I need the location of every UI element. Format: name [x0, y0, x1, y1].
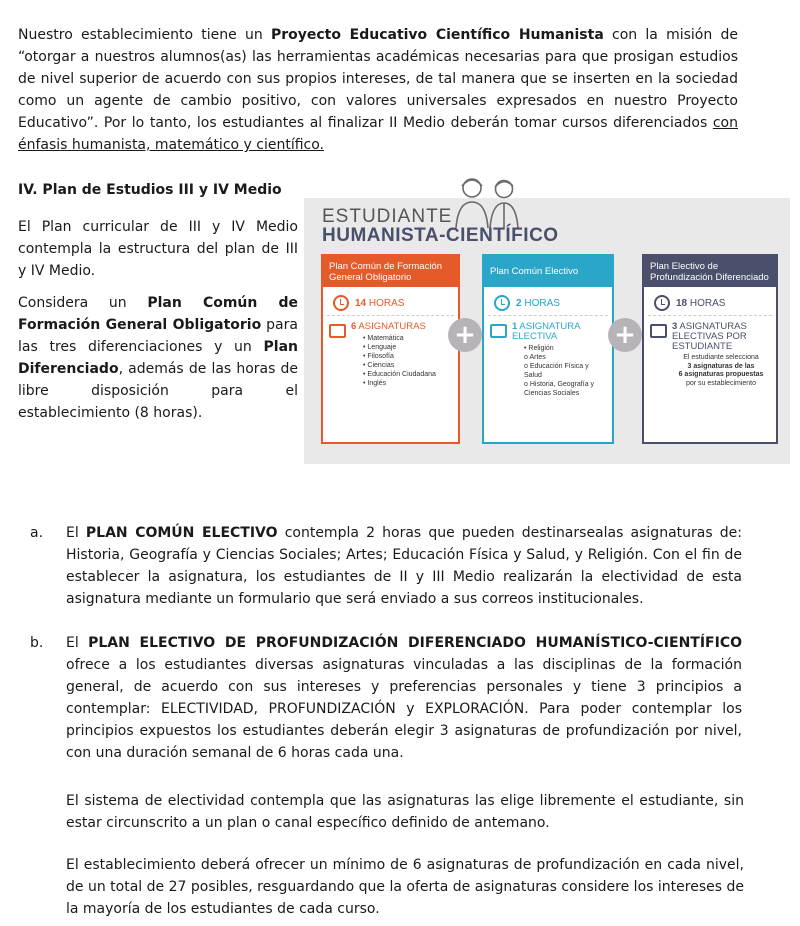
note-line: 6 asignaturas propuestas — [678, 371, 764, 378]
subjects-number: 1 — [512, 321, 518, 332]
subjects-list — [351, 334, 436, 388]
list-item: • Religión — [524, 344, 606, 353]
list-item: • Inglés — [363, 379, 436, 388]
list-item: • Educación Ciudadana — [363, 370, 436, 379]
subjects-number: 6 — [351, 321, 357, 332]
note-line: por su establecimiento — [685, 379, 757, 387]
list-item: • Lenguaje — [363, 343, 436, 352]
infographic-estudiante-hc — [304, 198, 790, 464]
subjects-block — [644, 316, 776, 388]
hours-label: HORAS — [689, 297, 726, 309]
folder-icon — [490, 324, 507, 338]
text: El — [66, 525, 86, 541]
text: contempla 2 horas que pueden destinarsealas asignaturas de: Historia, Geografía y Ciencias Sociales; Artes; Educación Física y Salud, y Religión. Con el fin de establecer la asignatura, los estudiantes de II y III Medio realizarán la electividad de esta asignatura mediante un formulario que será enviado a sus correos institucionales. — [66, 525, 743, 607]
hours-row — [648, 287, 772, 316]
info-title-estudiante: ESTUDIANTE — [322, 206, 453, 227]
list-item: • Ciencias — [363, 361, 436, 370]
folder-icon — [329, 324, 346, 338]
clock-icon — [494, 295, 510, 311]
bold-plan-comun: Plan Común de Formación General Obligatorio — [18, 295, 298, 333]
panel-plan-comun-electivo — [482, 254, 614, 444]
clock-icon — [333, 295, 349, 311]
list-item-a — [30, 522, 742, 610]
hours-row — [488, 287, 608, 316]
text: ofrece a los estudiantes diversas asignaturas vinculadas a las disciplinas de la formación general, de acuerdo con sus intereses y preferencias personales y tiene 3 principios a contemplar: ELECTIVIDAD, PROFUNDIZACIÓN y EXPLORACIÓN. Para poder contemplar los principios expuestos los estudiantes deberán elegir 3 asignaturas de profundización por nivel, con una duración semanal de 6 horas cada una. — [66, 657, 742, 761]
plus-icon: + — [448, 318, 482, 352]
hours-label: HORAS — [524, 297, 560, 309]
intro-bold-project: Proyecto Educativo Científico Humanista — [270, 27, 604, 43]
list-item-b — [30, 632, 742, 764]
info-title-humanista: HUMANISTA-CIENTÍFICO — [322, 225, 559, 246]
electividad-paragraph: El sistema de electividad contempla que las asignaturas las elige libremente el estudiante, sin estar circunscrito a un plan o canal específico definido de antemano. — [66, 793, 744, 831]
subjects-label: ASIGNATURAS — [358, 321, 426, 332]
panel-plan-comun-formacion — [321, 254, 460, 444]
intro-text-2: con la misión de “otorgar a nuestros alumnos(as) las herramientas académicas necesarias para que prosigan estudios de nivel superior de acuerdo con sus propios intereses, de tal manera que se inserten en la sociedad como un agente de cambio positivo, con valores universales expresados en nuestro Proyecto Educativo”. Por lo tanto, los estudiantes al finalizar II Medio deberán tomar cursos diferenciados — [18, 27, 738, 131]
text: , además de las horas de libre disposición para el establecimiento (8 horas). — [18, 361, 298, 421]
subjects-block — [484, 316, 612, 398]
bold-plan-comun-electivo: PLAN COMÚN ELECTIVO — [85, 525, 278, 541]
selection-note — [672, 354, 770, 388]
panel-header: Plan Electivo de Profundización Diferenciado — [644, 256, 776, 287]
hours-label: HORAS — [368, 297, 405, 309]
plus-icon: + — [608, 318, 642, 352]
plan-curricular-paragraph: El Plan curricular de III y IV Medio contempla la estructura del plan de III y IV Medio. — [18, 219, 298, 279]
intro-text-1: Nuestro establecimiento tiene un — [18, 27, 271, 43]
panel-header: Plan Común Electivo — [484, 256, 612, 287]
intro-paragraph — [18, 24, 738, 156]
list-item: • Filosofía — [363, 352, 436, 361]
hours-row — [327, 287, 454, 316]
list-item: o Historia, Geografía y Ciencias Sociales — [524, 381, 595, 397]
list-item: o Artes — [524, 354, 546, 361]
subjects-number: 3 — [672, 321, 678, 332]
list-item-body — [66, 522, 742, 610]
subjects-label: ASIGNATURAS ELECTIVAS POR ESTUDIANTE — [672, 321, 747, 352]
students-icon — [444, 172, 534, 232]
text: Considera un — [18, 295, 148, 311]
clock-icon — [654, 295, 670, 311]
list-item-body — [66, 632, 742, 764]
oferta-paragraph: El establecimiento deberá ofrecer un mínimo de 6 asignaturas de profundización en cada nivel, de un total de 27 posibles, resguardando que la oferta de asignaturas considere los intereses de la mayoría de los estudiantes de cada curso. — [66, 857, 744, 917]
section-heading: IV. Plan de Estudios III y IV Medio — [18, 182, 282, 198]
list-marker: b. — [30, 635, 44, 651]
panel-header: Plan Común de Formación General Obligatorio — [323, 256, 458, 287]
panel-plan-electivo-profundizacion — [642, 254, 778, 444]
text: para las tres diferenciaciones y un — [18, 317, 298, 355]
bold-plan-electivo: PLAN ELECTIVO DE PROFUNDIZACIÓN DIFERENCIADO HUMANÍSTICO-CIENTÍFICO — [88, 635, 742, 651]
hours-number: 14 — [355, 297, 367, 309]
list-item: • Matemática — [363, 334, 436, 343]
bold-plan-diferenciado: Plan Diferenciado — [18, 339, 298, 377]
subjects-block — [323, 316, 458, 388]
note-line: 3 asignaturas de las — [687, 362, 755, 370]
intro-underlined-emphasis: con énfasis humanista, matemático y científico. — [18, 115, 738, 153]
subjects-list — [512, 344, 606, 398]
hours-number: 18 — [676, 297, 688, 309]
plan-comun-paragraph — [18, 292, 298, 424]
folder-icon — [650, 324, 667, 338]
list-item: o Educación Física y Salud — [524, 363, 589, 379]
note-line: El estudiante selecciona — [683, 354, 759, 361]
text: El — [66, 635, 89, 651]
list-marker: a. — [30, 525, 44, 541]
hours-number: 2 — [516, 297, 522, 309]
subjects-label: ASIGNATURA ELECTIVA — [512, 321, 580, 342]
